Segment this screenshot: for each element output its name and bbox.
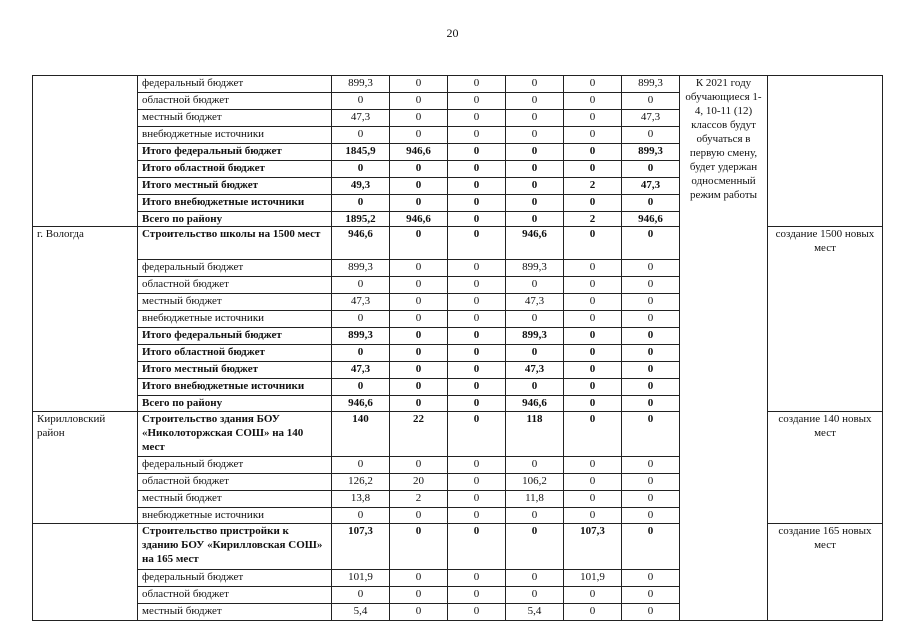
value-cell: 0: [506, 379, 564, 396]
value-cell: 0: [390, 277, 448, 294]
row-label: внебюджетные источники: [138, 508, 332, 524]
district-cell: Кирилловский район: [33, 412, 138, 524]
value-cell: 0: [448, 311, 506, 328]
row-label: Строительство школы на 1500 мест: [138, 227, 332, 260]
row-label: местный бюджет: [138, 604, 332, 621]
value-cell: 0: [448, 178, 506, 195]
value-cell: 0: [506, 110, 564, 127]
value-cell: 0: [506, 161, 564, 178]
value-cell: 0: [390, 227, 448, 260]
value-cell: 0: [564, 362, 622, 379]
value-cell: 0: [390, 195, 448, 212]
value-cell: 0: [448, 144, 506, 161]
value-cell: 0: [622, 524, 680, 570]
value-cell: 0: [622, 127, 680, 144]
value-cell: 20: [390, 474, 448, 491]
value-cell: 0: [390, 508, 448, 524]
value-cell: 0: [622, 362, 680, 379]
value-cell: 0: [448, 604, 506, 621]
value-cell: 0: [564, 474, 622, 491]
value-cell: 0: [564, 227, 622, 260]
value-cell: 47,3: [506, 294, 564, 311]
row-label: областной бюджет: [138, 277, 332, 294]
value-cell: 0: [448, 524, 506, 570]
value-cell: 0: [390, 328, 448, 345]
value-cell: 0: [448, 379, 506, 396]
value-cell: 0: [448, 508, 506, 524]
value-cell: 0: [506, 311, 564, 328]
row-label: внебюджетные источники: [138, 311, 332, 328]
value-cell: 0: [390, 260, 448, 277]
value-cell: 118: [506, 412, 564, 457]
value-cell: 0: [448, 161, 506, 178]
value-cell: 0: [564, 604, 622, 621]
row-label: федеральный бюджет: [138, 260, 332, 277]
value-cell: 946,6: [506, 227, 564, 260]
row-label: Итого федеральный бюджет: [138, 144, 332, 161]
value-cell: 0: [622, 294, 680, 311]
value-cell: 0: [506, 195, 564, 212]
value-cell: 0: [390, 294, 448, 311]
value-cell: 5,4: [332, 604, 390, 621]
value-cell: 0: [506, 178, 564, 195]
value-cell: 0: [390, 161, 448, 178]
value-cell: 0: [390, 127, 448, 144]
value-cell: 0: [564, 345, 622, 362]
value-cell: 0: [332, 311, 390, 328]
row-label: местный бюджет: [138, 491, 332, 508]
value-cell: 5,4: [506, 604, 564, 621]
value-cell: 0: [622, 587, 680, 604]
value-cell: 0: [564, 127, 622, 144]
value-cell: 899,3: [506, 328, 564, 345]
value-cell: 47,3: [332, 294, 390, 311]
value-cell: 0: [506, 345, 564, 362]
value-cell: 0: [506, 587, 564, 604]
value-cell: 0: [332, 508, 390, 524]
value-cell: 0: [506, 524, 564, 570]
row-label: местный бюджет: [138, 110, 332, 127]
value-cell: 0: [390, 587, 448, 604]
value-cell: 0: [622, 328, 680, 345]
page-number: 20: [446, 26, 459, 40]
value-cell: 0: [622, 277, 680, 294]
value-cell: 0: [448, 345, 506, 362]
value-cell: 0: [448, 212, 506, 227]
row-label: Строительство здания БОУ «Николоторжская СОШ» на 140 мест: [138, 412, 332, 457]
row-label: областной бюджет: [138, 93, 332, 110]
value-cell: 0: [448, 457, 506, 474]
value-cell: 0: [564, 260, 622, 277]
value-cell: 0: [564, 195, 622, 212]
value-cell: 0: [622, 474, 680, 491]
value-cell: 0: [622, 227, 680, 260]
value-cell: 0: [390, 110, 448, 127]
value-cell: 0: [332, 161, 390, 178]
value-cell: 0: [622, 491, 680, 508]
row-label: Итого внебюджетные источники: [138, 379, 332, 396]
value-cell: 0: [564, 412, 622, 457]
value-cell: 0: [506, 127, 564, 144]
value-cell: 11,8: [506, 491, 564, 508]
value-cell: 0: [622, 260, 680, 277]
value-cell: 0: [390, 570, 448, 587]
district-cell: [33, 524, 138, 621]
value-cell: 107,3: [564, 524, 622, 570]
value-cell: 899,3: [332, 76, 390, 93]
value-cell: 47,3: [506, 362, 564, 379]
district-cell: г. Вологда: [33, 227, 138, 412]
value-cell: 106,2: [506, 474, 564, 491]
value-cell: 47,3: [622, 178, 680, 195]
value-cell: 13,8: [332, 491, 390, 508]
value-cell: 0: [448, 570, 506, 587]
row-label: внебюджетные источники: [138, 127, 332, 144]
value-cell: 0: [332, 195, 390, 212]
value-cell: 0: [448, 110, 506, 127]
value-cell: 0: [564, 379, 622, 396]
value-cell: 0: [564, 144, 622, 161]
row-label: Итого областной бюджет: [138, 345, 332, 362]
value-cell: 0: [622, 379, 680, 396]
value-cell: 0: [390, 604, 448, 621]
result-cell: создание 1500 новых мест: [768, 227, 883, 412]
value-cell: 0: [622, 161, 680, 178]
value-cell: 0: [448, 195, 506, 212]
value-cell: 0: [564, 396, 622, 412]
value-cell: 1895,2: [332, 212, 390, 227]
value-cell: 0: [390, 524, 448, 570]
value-cell: 0: [390, 311, 448, 328]
value-cell: 0: [506, 76, 564, 93]
value-cell: 0: [506, 570, 564, 587]
row-label: Итого областной бюджет: [138, 161, 332, 178]
value-cell: 2: [564, 178, 622, 195]
budget-table: [32, 75, 883, 621]
value-cell: 946,6: [506, 396, 564, 412]
value-cell: 0: [564, 294, 622, 311]
row-label: местный бюджет: [138, 294, 332, 311]
value-cell: 0: [564, 76, 622, 93]
value-cell: 140: [332, 412, 390, 457]
value-cell: 0: [564, 161, 622, 178]
value-cell: 0: [448, 93, 506, 110]
value-cell: 0: [622, 412, 680, 457]
value-cell: 0: [390, 345, 448, 362]
value-cell: 0: [506, 93, 564, 110]
value-cell: 47,3: [332, 362, 390, 379]
row-label: Итого местный бюджет: [138, 362, 332, 379]
value-cell: 0: [332, 587, 390, 604]
value-cell: 946,6: [332, 227, 390, 260]
result-cell: создание 140 новых мест: [768, 412, 883, 524]
value-cell: 47,3: [622, 110, 680, 127]
value-cell: 0: [332, 457, 390, 474]
value-cell: 0: [448, 127, 506, 144]
value-cell: 0: [390, 362, 448, 379]
table-row: [33, 76, 883, 93]
value-cell: 0: [332, 93, 390, 110]
value-cell: 0: [622, 508, 680, 524]
value-cell: 0: [332, 127, 390, 144]
value-cell: 0: [390, 93, 448, 110]
value-cell: 899,3: [622, 144, 680, 161]
value-cell: 0: [622, 345, 680, 362]
value-cell: 2: [390, 491, 448, 508]
row-label: федеральный бюджет: [138, 570, 332, 587]
value-cell: 0: [448, 362, 506, 379]
value-cell: 0: [332, 277, 390, 294]
value-cell: 0: [448, 328, 506, 345]
row-label: областной бюджет: [138, 474, 332, 491]
value-cell: 0: [390, 178, 448, 195]
value-cell: 0: [622, 195, 680, 212]
value-cell: 0: [448, 474, 506, 491]
value-cell: 0: [506, 277, 564, 294]
value-cell: 0: [622, 311, 680, 328]
district-cell: [33, 76, 138, 227]
value-cell: 101,9: [564, 570, 622, 587]
value-cell: 946,6: [390, 212, 448, 227]
value-cell: 0: [622, 457, 680, 474]
value-cell: 0: [448, 412, 506, 457]
value-cell: 0: [564, 110, 622, 127]
value-cell: 107,3: [332, 524, 390, 570]
row-label: Итого внебюджетные источники: [138, 195, 332, 212]
value-cell: 0: [564, 491, 622, 508]
value-cell: 0: [564, 457, 622, 474]
note-cell: К 2021 году обучающиеся 1-4, 10-11 (12) классов будут обучаться в первую смену, будет удержан односменный режим работы: [680, 76, 768, 621]
value-cell: 0: [564, 311, 622, 328]
value-cell: 946,6: [622, 212, 680, 227]
value-cell: 0: [390, 457, 448, 474]
value-cell: 0: [564, 328, 622, 345]
value-cell: 0: [448, 260, 506, 277]
row-label: Всего по району: [138, 212, 332, 227]
row-label: федеральный бюджет: [138, 457, 332, 474]
value-cell: 126,2: [332, 474, 390, 491]
value-cell: 0: [390, 379, 448, 396]
value-cell: 0: [390, 396, 448, 412]
value-cell: 0: [622, 570, 680, 587]
value-cell: 0: [448, 294, 506, 311]
value-cell: 0: [332, 379, 390, 396]
value-cell: 2: [564, 212, 622, 227]
value-cell: 49,3: [332, 178, 390, 195]
value-cell: 47,3: [332, 110, 390, 127]
value-cell: 0: [448, 491, 506, 508]
value-cell: 0: [506, 457, 564, 474]
value-cell: 0: [448, 587, 506, 604]
value-cell: 0: [448, 277, 506, 294]
result-cell: создание 165 новых мест: [768, 524, 883, 621]
value-cell: 0: [448, 76, 506, 93]
row-label: Итого местный бюджет: [138, 178, 332, 195]
value-cell: 0: [564, 277, 622, 294]
value-cell: 0: [506, 144, 564, 161]
value-cell: 0: [448, 227, 506, 260]
value-cell: 946,6: [332, 396, 390, 412]
value-cell: 899,3: [622, 76, 680, 93]
row-label: федеральный бюджет: [138, 76, 332, 93]
value-cell: 0: [622, 604, 680, 621]
value-cell: 0: [564, 587, 622, 604]
value-cell: 899,3: [506, 260, 564, 277]
value-cell: 0: [622, 93, 680, 110]
value-cell: 1845,9: [332, 144, 390, 161]
result-cell: [768, 76, 883, 227]
value-cell: 0: [332, 345, 390, 362]
value-cell: 0: [390, 76, 448, 93]
row-label: Итого федеральный бюджет: [138, 328, 332, 345]
value-cell: 0: [564, 508, 622, 524]
value-cell: 0: [448, 396, 506, 412]
row-label: областной бюджет: [138, 587, 332, 604]
value-cell: 22: [390, 412, 448, 457]
value-cell: 0: [622, 396, 680, 412]
value-cell: 0: [506, 508, 564, 524]
row-label: Всего по району: [138, 396, 332, 412]
value-cell: 899,3: [332, 328, 390, 345]
value-cell: 101,9: [332, 570, 390, 587]
value-cell: 0: [506, 212, 564, 227]
value-cell: 946,6: [390, 144, 448, 161]
value-cell: 0: [564, 93, 622, 110]
row-label: Строительство пристройки к зданию БОУ «Кирилловская СОШ» на 165 мест: [138, 524, 332, 570]
value-cell: 899,3: [332, 260, 390, 277]
